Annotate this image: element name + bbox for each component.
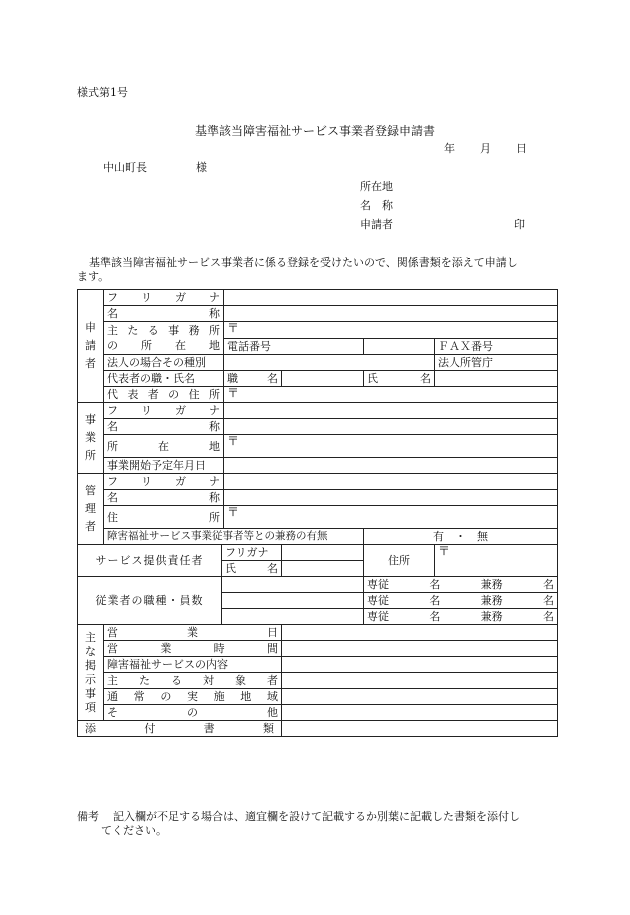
rep-title-label: 職 名: [227, 372, 278, 385]
manager-furigana-label: フ リ ガ ナ: [107, 475, 220, 488]
main-office-label-2: の 所 在 地: [107, 339, 220, 352]
notes-text-line1: 記入欄が不足する場合は、適宜欄を設けて記載するか別葉に記載した書類を添付し: [113, 810, 520, 823]
applicant-furigana-field[interactable]: [224, 290, 558, 306]
office-location-label: 所 在 地: [107, 439, 220, 453]
staff-row-1: 専従 名 兼務 名: [367, 578, 554, 591]
office-name-label: 名 称: [107, 420, 220, 433]
business-hours-label: 営 業 時 間: [107, 642, 278, 655]
manager-name-field[interactable]: [224, 490, 558, 506]
staff-job-field-2[interactable]: [222, 593, 364, 609]
staff-row-2: 専従 名 兼務 名: [367, 594, 554, 607]
addressee-honorific: 様: [196, 161, 207, 174]
fax-label: ＦＡＸ番号: [435, 339, 558, 355]
service-manager-furigana-field[interactable]: [282, 545, 364, 561]
service-content-label: 障害福祉サービスの内容: [104, 657, 282, 673]
section-label-office: 事 業 所: [78, 403, 104, 474]
page-title: 基準該当障害福祉サービス事業者登録申請書: [195, 124, 436, 138]
rep-title-name-label: 代表者の職・氏名: [104, 371, 224, 387]
concurrent-answer[interactable]: 有 ・ 無: [364, 529, 558, 545]
applicant-name-label: 名 称: [360, 199, 393, 212]
rep-name-label: 氏 名: [367, 372, 431, 385]
body-text-line1: 基準該当障害福祉サービス事業者に係る登録を受けたいので、関係書類を添えて申請し: [89, 256, 518, 269]
corp-type-field[interactable]: [224, 355, 435, 371]
corp-type-label: 法人の場合その種別: [104, 355, 224, 371]
service-content-field[interactable]: [282, 657, 558, 673]
manager-name-label: 名 称: [107, 491, 220, 504]
service-area-label: 通 常 の 実 施 地 域: [107, 690, 278, 703]
applicant-label: 申請者: [360, 218, 393, 231]
staff-label: 従業者の職種・員数: [78, 577, 222, 625]
form-number: 様式第1号: [77, 86, 128, 99]
attachments-label: 添 付 書 類: [85, 722, 274, 735]
section-label-applicant: 申 請 者: [78, 290, 104, 403]
application-form-table: [77, 289, 558, 737]
seal-mark: 印: [514, 218, 525, 231]
service-manager-name-label: 氏 名: [225, 562, 278, 575]
applicant-name-field[interactable]: [224, 306, 558, 322]
business-days-field[interactable]: [282, 625, 558, 641]
rep-address-label: 代 表 者 の 住 所: [107, 388, 220, 401]
phone-label: 電話番号: [224, 339, 364, 355]
service-manager-address-field[interactable]: 〒: [435, 545, 558, 577]
office-location-field[interactable]: 〒: [224, 435, 558, 458]
manager-address-label: 住 所: [107, 510, 220, 524]
addressee-name: 中山町長: [103, 161, 147, 174]
rep-title-field[interactable]: [282, 371, 364, 387]
postal-mark: 〒: [227, 321, 240, 335]
notes-label: 備考: [77, 810, 99, 823]
date-year: 年: [444, 142, 455, 155]
start-date-field[interactable]: [224, 458, 558, 474]
main-office-field[interactable]: [224, 322, 558, 339]
other-label: そ の 他: [107, 706, 278, 719]
applicant-name-label-cell: 名 称: [107, 307, 220, 320]
staff-row-3: 専従 名 兼務 名: [367, 610, 554, 623]
staff-job-field-3[interactable]: [222, 609, 364, 625]
rep-name-field[interactable]: [435, 371, 558, 387]
applicant-furigana-label: フ リ ガ ナ: [107, 291, 220, 304]
business-hours-field[interactable]: [282, 641, 558, 657]
manager-furigana-field[interactable]: [224, 474, 558, 490]
staff-job-field-1[interactable]: [222, 577, 364, 593]
business-days-label: 営 業 日: [107, 626, 278, 639]
phone-field[interactable]: [364, 339, 435, 355]
service-area-field[interactable]: [282, 689, 558, 705]
date-day: 日: [516, 142, 527, 155]
service-manager-label: サービス提供責任者: [78, 545, 222, 577]
section-label-postings: 主 な 掲 示 事 項: [78, 625, 104, 721]
main-office-label-1: 主 た る 事 務 所: [107, 324, 220, 337]
attachments-field[interactable]: [282, 721, 558, 737]
office-furigana-field[interactable]: [224, 403, 558, 419]
corp-authority-label: 法人所管庁: [435, 355, 558, 371]
main-target-label: 主 た る 対 象 者: [107, 674, 278, 687]
service-manager-name-field[interactable]: [282, 561, 364, 577]
start-date-label: 事業開始予定年月日: [104, 458, 224, 474]
other-field[interactable]: [282, 705, 558, 721]
date-month: 月: [480, 142, 491, 155]
office-name-field[interactable]: [224, 419, 558, 435]
main-target-field[interactable]: [282, 673, 558, 689]
applicant-address-label: 所在地: [360, 180, 393, 193]
manager-address-field[interactable]: 〒: [224, 506, 558, 529]
body-text-line2: ます。: [77, 270, 110, 283]
service-manager-address-label: 住所: [364, 545, 435, 577]
concurrent-question: 障害福祉サービス事業従事者等との兼務の有無: [104, 529, 364, 545]
service-manager-furigana-label: フリガナ: [222, 545, 282, 561]
rep-address-field[interactable]: 〒: [224, 387, 558, 403]
office-furigana-label: フ リ ガ ナ: [107, 404, 220, 417]
notes-text-line2: てください。: [101, 824, 167, 837]
section-label-manager: 管 理 者: [78, 474, 104, 545]
